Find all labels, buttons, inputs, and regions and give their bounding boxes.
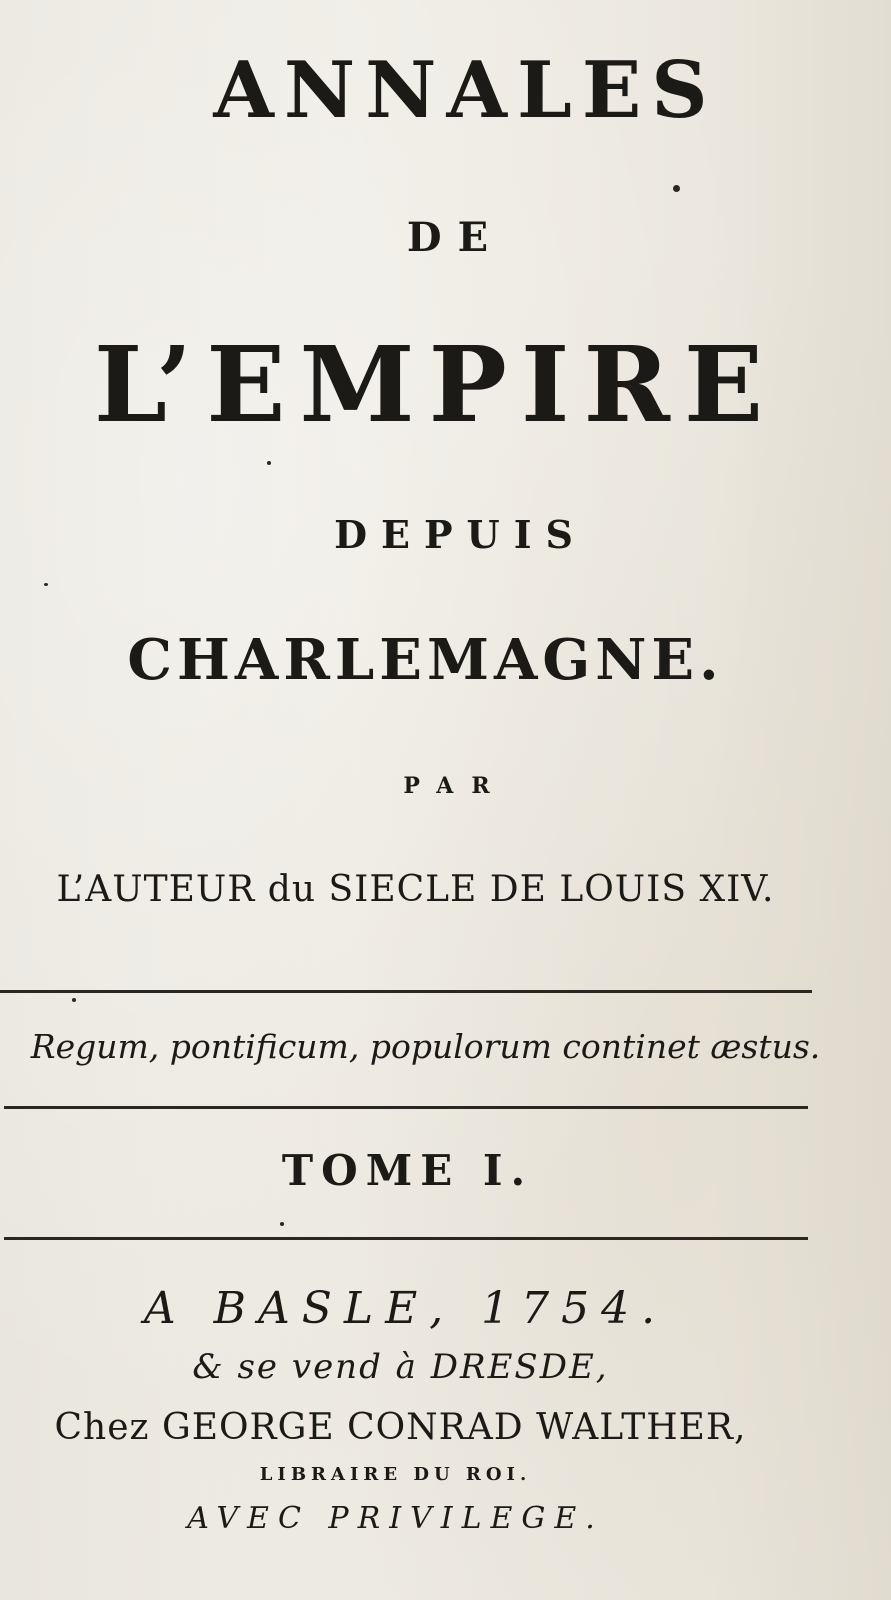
- imprint-sold: & se vend à DRESDE,: [192, 1347, 609, 1387]
- volume-label: TOME I.: [281, 1146, 534, 1195]
- epigraph: Regum, pontificum, populorum continet æstus.: [30, 1027, 821, 1066]
- ink-speck: [280, 1222, 284, 1226]
- title-par: PAR: [403, 773, 508, 799]
- title-charlemagne: CHARLEMAGNE.: [127, 627, 724, 693]
- imprint-publisher: Chez GEORGE CONRAD WALTHER,: [54, 1407, 747, 1448]
- title-annales: ANNALES: [213, 45, 718, 136]
- rule-middle: [4, 1106, 808, 1109]
- rule-upper: [0, 990, 812, 993]
- ink-speck: [44, 583, 48, 586]
- ink-speck: [267, 461, 271, 465]
- imprint-role: LIBRAIRE DU ROI.: [259, 1464, 532, 1485]
- imprint-city: A BASLE, 1754.: [143, 1283, 668, 1334]
- title-depuis: DEPUIS: [334, 512, 587, 557]
- rule-lower: [4, 1237, 808, 1240]
- imprint-privilege: AVEC PRIVILEGE.: [187, 1501, 604, 1536]
- author-line: L’AUTEUR du SIECLE DE LOUIS XIV.: [56, 869, 775, 910]
- ink-speck: [673, 185, 680, 192]
- title-empire: L’EMPIRE: [93, 323, 778, 446]
- title-de: DE: [406, 214, 505, 261]
- ink-speck: [72, 998, 76, 1002]
